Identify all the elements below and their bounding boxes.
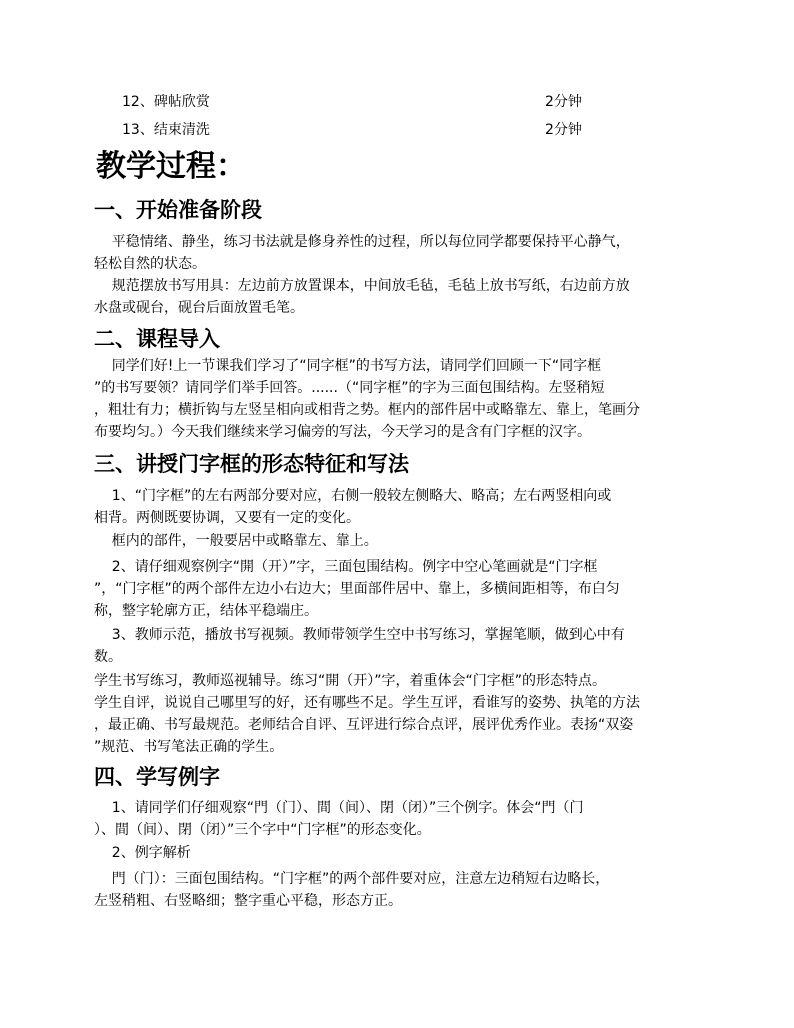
paragraph xyxy=(94,485,708,529)
paragraph-line: 水盘或砚台，砚台后面放置毛笔。 xyxy=(94,300,304,316)
schedule-item-duration: 2分钟 xyxy=(545,94,582,110)
paragraph xyxy=(94,355,708,443)
paragraph xyxy=(94,556,708,622)
paragraph-line: 规范摆放书写用具：左边前方放置课本，中间放毛毡，毛毡上放书写纸，右边前方放 xyxy=(94,278,630,294)
paragraph-line: 1、请同学们仔细观察“門（门）、間（间）、閉（闭）”三个例字。体会“門（门 xyxy=(94,800,584,816)
paragraph-line: 3、教师示范，播放书写视频。教师带领学生空中书写练习，掌握笔顺，做到心中有 xyxy=(94,627,625,643)
section-heading: 三、讲授门字框的形态特征和写法 xyxy=(94,452,409,476)
paragraph-line: 数。 xyxy=(94,649,122,665)
paragraph-line: 轻松自然的状态。 xyxy=(94,256,206,272)
paragraph-line: 学生书写练习，教师巡视辅导。练习“開（开）”字，着重体会“门字框”的形态特点。 xyxy=(94,673,607,689)
paragraph-line: 相背。两侧既要协调，又要有一定的变化。 xyxy=(94,510,360,526)
section-heading: 二、课程导入 xyxy=(94,327,220,351)
paragraph-line: 2、例字解析 xyxy=(94,845,191,861)
paragraph-line: 門（门）：三面包围结构。“门字框”的两个部件要对应，注意左边稍短右边略长， xyxy=(94,871,610,887)
schedule-item xyxy=(122,91,642,113)
paragraph xyxy=(94,275,708,319)
paragraph-line: ”规范、书写笔法正确的学生。 xyxy=(94,739,284,755)
paragraph-line: 2、请仔细观察例字“開（开）”字，三面包围结构。例字中空心笔画就是“门字框 xyxy=(94,559,598,575)
paragraph xyxy=(94,530,708,552)
paragraph-line: ”的书写要领？请同学们举手回答。......（“同字框”的字为三面包围结构。左竖稍短 xyxy=(94,380,605,396)
paragraph xyxy=(94,624,708,668)
paragraph-line: 同学们好!上一节课我们学习了“同字框”的书写方法，请同学们回顾一下“同字框 xyxy=(94,358,602,374)
paragraph-line: 框内的部件，一般要居中或略靠左、靠上。 xyxy=(94,533,378,549)
section-heading: 一、开始准备阶段 xyxy=(94,198,262,222)
schedule-item-label: 12、碑帖欣赏 xyxy=(122,94,210,110)
schedule-item xyxy=(122,119,642,141)
schedule-item-label: 13、结束清洗 xyxy=(122,122,210,138)
page-title: 教学过程： xyxy=(96,149,246,184)
paragraph xyxy=(94,868,708,912)
section-heading: 四、学写例字 xyxy=(94,765,220,789)
paragraph-line: ，粗壮有力；横折钩与左竖呈相向或相背之势。框内的部件居中或略靠左、靠上，笔画分 xyxy=(94,402,640,418)
paragraph-line: 布要均匀。）今天我们继续来学习偏旁的写法，今天学习的是含有门字框的汉字。 xyxy=(94,424,591,440)
paragraph xyxy=(94,670,708,758)
paragraph-line: 称，整字轮廓方正，结体平稳端庄。 xyxy=(94,603,318,619)
paragraph-line: 学生自评，说说自己哪里写的好，还有哪些不足。学生互评，看谁写的姿势、执笔的方法 xyxy=(94,695,640,711)
paragraph-line: ”，“门字框”的两个部件左边小右边大；里面部件居中、靠上，多横间距相等，布白匀 xyxy=(94,581,620,597)
paragraph-line: 1、“门字框”的左右两部分要对应，右侧一般较左侧略大、略高；左右两竖相向或 xyxy=(94,488,612,504)
paragraph-line: ，最正确、书写最规范。老师结合自评、互评进行综合点评，展评优秀作业。表扬“双姿 xyxy=(94,717,634,733)
paragraph xyxy=(94,842,708,864)
paragraph-line: ）、間（间）、閉（闭）”三个字中“门字框”的形态变化。 xyxy=(94,822,431,838)
paragraph-line: 左竖稍粗、右竖略细；整字重心平稳，形态方正。 xyxy=(94,893,402,909)
paragraph xyxy=(94,231,708,275)
paragraph xyxy=(94,797,708,841)
schedule-item-duration: 2分钟 xyxy=(545,122,582,138)
paragraph-line: 平稳情绪、静坐，练习书法就是修身养性的过程，所以每位同学都要保持平心静气， xyxy=(94,234,630,250)
